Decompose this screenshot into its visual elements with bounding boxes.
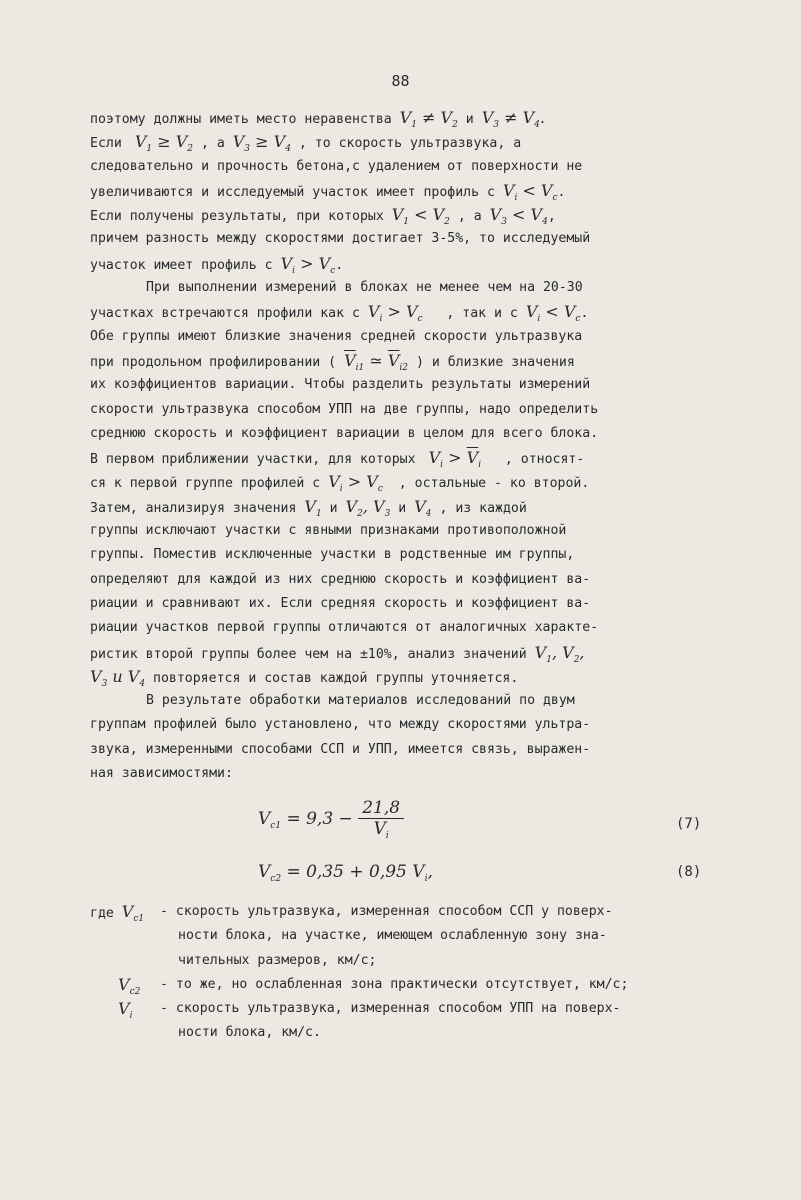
symbol-vi: $V_i$ [118, 999, 133, 1021]
text-line: при продольном профилировании ( $\overline{V}_{i1}$ ≃ $\overline{V}_{i2}$ ) и близкие значения [90, 350, 575, 373]
text-line: скорости ультразвука способом УПП на две группы, надо определить [90, 401, 599, 417]
text-line: поэтому должны иметь место неравенства $V_1 \ne V_2$ и $V_3 \ne V_4$. [90, 108, 545, 130]
text-line: участок имеет профиль с $V_i > V_c$. [90, 253, 344, 276]
definition-vc2: - то же, но ослабленная зона практически отсутствует, км/с; [160, 977, 629, 992]
text-line: причем разность между скоростями достигает 3-5%, то исследуемый [90, 231, 591, 247]
text-line: среднюю скорость и коэффициент вариации в целом для всего блока. [90, 425, 599, 441]
text-line: Если получены результаты, при которых $V_1 < V_2$ , а $V_3 < V_4$, [90, 205, 556, 228]
text-line: ная зависимостями: [90, 766, 233, 782]
equation-7: $V_{c1} = 9,3$ − $\frac{21,8}{V_i}$ [258, 798, 404, 841]
text-line: группам профилей было установлено, что между скоростями ультра- [90, 717, 591, 733]
text-line: риации участков первой группы отличаются от аналогичных характе- [90, 620, 599, 636]
text-line: ся к первой группе профилей с $V_i > V_c$ , остальные - ко второй. [90, 472, 590, 495]
equation-8: $V_{c2} = 0,35 + 0,95$ $V_i$, [258, 862, 433, 884]
page-number: 88 [391, 72, 410, 90]
text-line: определяют для каждой из них среднюю скорость и коэффициент ва- [90, 571, 591, 587]
text-line: Затем, анализируя значения $V_1$ и $V_2$, $V_3$ и $V_4$ , из каждой [90, 496, 527, 519]
text-line: ристик второй группы более чем на ±10%, анализ значений $V_1$, $V_2$, [90, 642, 585, 665]
text-line: следовательно и прочность бетона,с удалением от поверхности не [90, 158, 583, 174]
text-line: звука, измеренными способами ССП и УПП, имеется связь, выражен- [90, 741, 591, 757]
text-line: Если $V_1 \ge V_2$ , а $V_3 \ge V_4$ , то скорость ультразвука, а [90, 132, 522, 155]
equation-7-label: (7) [676, 816, 702, 832]
definition-vi: - скорость ультразвука, измеренная способом УПП на поверх- ности блока, км/с. [160, 1001, 621, 1041]
body-text [90, 106, 740, 786]
text-line: $V_3$ и $V_4$ повторяется и состав каждой группы уточняется. [90, 666, 519, 689]
definition-vc1: - скорость ультразвука, измеренная способом ССП у поверх- ности блока, на участке, имеющем ослабленную зону зна- чительных размеров, км/с; [160, 904, 613, 968]
text-line: При выполнении измерений в блоках не менее чем на 20-30 [146, 280, 583, 296]
text-line: Обе группы имеют близкие значения средней скорости ультразвука [90, 328, 583, 344]
text-line: риации и сравнивают их. Если средняя скорость и коэффициент ва- [90, 595, 591, 611]
text-line: их коэффициентов вариации. Чтобы разделить результаты измерений [90, 377, 591, 393]
text-line: В результате обработки материалов исследований по двум [146, 693, 575, 709]
symbol-vc2: $V_{c2}$ [118, 975, 141, 997]
text-line: В первом приближении участки, для которых $V_i > \overline{V}_i$ , относят- [90, 448, 585, 471]
where-intro: где $V_{c1}$ [90, 902, 145, 924]
text-line: группы исключают участки с явными признаками противоположной [90, 523, 567, 539]
text-line: участках встречаются профили как с $V_i > V_c$ , так и с $V_i < V_c$. [90, 302, 589, 325]
equation-8-label: (8) [676, 864, 702, 880]
text-line: группы. Поместив исключенные участки в родственные им группы, [90, 547, 575, 563]
text-line: увеличиваются и исследуемый участок имеет профиль с $V_i < V_c$. [90, 180, 566, 203]
